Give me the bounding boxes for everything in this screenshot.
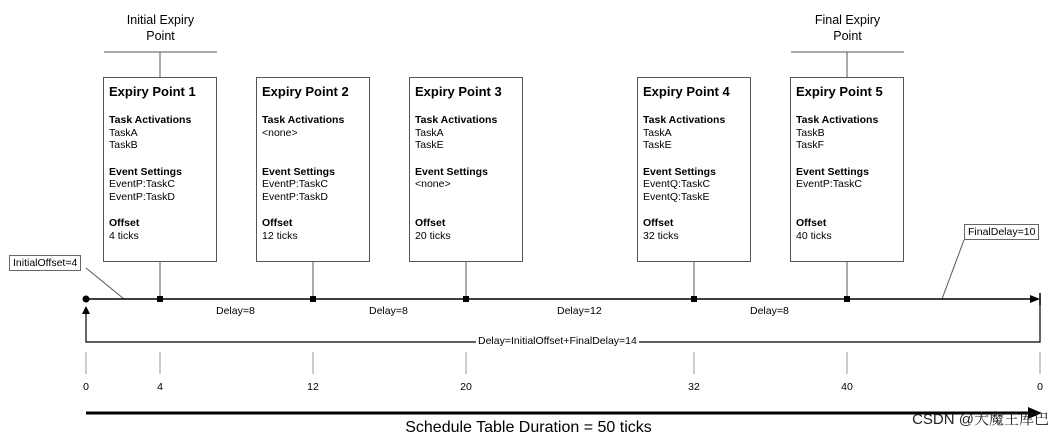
offset-section xyxy=(415,217,517,242)
section-item: TaskE xyxy=(643,139,672,151)
event-settings-section xyxy=(415,166,517,204)
final-note-line1: Final Expiry xyxy=(814,13,881,27)
tick-label: 0 xyxy=(83,381,89,393)
section-item: TaskB xyxy=(109,139,138,151)
section-heading: Task Activations xyxy=(643,114,726,126)
tick-label: 12 xyxy=(307,381,319,393)
section-heading: Offset xyxy=(415,217,446,229)
section-item: <none> xyxy=(262,126,298,139)
expiry-point-title: Expiry Point 1 xyxy=(109,84,196,99)
task-activations-section xyxy=(415,114,517,152)
schedule-duration-caption: Schedule Table Duration = 50 ticks xyxy=(405,419,652,436)
final-expiry-note xyxy=(791,12,904,44)
watermark: CSDN @大魔王库巴 xyxy=(912,411,1049,428)
section-item: EventQ:TaskC xyxy=(643,178,711,190)
section-item: TaskA xyxy=(109,126,138,139)
final-delay-label: FinalDelay=10 xyxy=(964,224,1039,240)
final-delay-leader xyxy=(942,240,964,299)
marker-ep5 xyxy=(844,296,850,302)
offset-section xyxy=(262,217,364,242)
task-activations-section xyxy=(796,114,898,152)
delay-label-4: Delay=8 xyxy=(750,305,789,317)
section-heading: Event Settings xyxy=(109,165,182,178)
expiry-point-2-box xyxy=(256,77,370,262)
task-activations-section xyxy=(109,114,211,152)
initial-note-line1: Initial Expiry xyxy=(126,13,195,27)
tick-label: 4 xyxy=(157,381,163,393)
section-item: 12 ticks xyxy=(262,229,298,242)
tick-label: 32 xyxy=(688,381,700,393)
expiry-point-3-box xyxy=(409,77,523,262)
tick-label: 40 xyxy=(841,381,853,393)
section-item: 4 ticks xyxy=(109,229,139,242)
expiry-point-title: Expiry Point 3 xyxy=(415,84,502,99)
section-item: EventP:TaskD xyxy=(109,190,175,203)
task-activations-section xyxy=(262,114,364,152)
section-item: EventP:TaskC xyxy=(109,178,175,190)
section-heading: Task Activations xyxy=(109,114,192,126)
expiry-point-1-box xyxy=(103,77,217,262)
section-item: EventQ:TaskE xyxy=(643,190,710,203)
section-item: EventP:TaskC xyxy=(262,178,328,190)
tick-label: 20 xyxy=(460,381,472,393)
expiry-point-title: Expiry Point 2 xyxy=(262,84,349,99)
section-heading: Task Activations xyxy=(796,114,879,126)
section-heading: Event Settings xyxy=(643,165,716,178)
marker-ep3 xyxy=(463,296,469,302)
final-note-line2: Point xyxy=(833,29,862,43)
section-item: TaskF xyxy=(796,139,825,151)
offset-section xyxy=(796,217,898,242)
event-settings-section xyxy=(643,166,745,204)
section-item: EventP:TaskD xyxy=(262,190,328,203)
delay-label-2: Delay=8 xyxy=(369,305,408,317)
start-marker xyxy=(83,296,90,303)
section-item: TaskA xyxy=(643,126,672,139)
initial-offset-leader xyxy=(86,268,124,299)
section-item: 32 ticks xyxy=(643,229,679,242)
offset-section xyxy=(109,217,211,242)
section-item: EventP:TaskC xyxy=(796,178,862,190)
initial-offset-label: InitialOffset=4 xyxy=(9,255,81,271)
timeline-arrowhead xyxy=(1030,295,1040,303)
tick-label: 0 xyxy=(1037,381,1043,393)
section-heading: Offset xyxy=(262,217,293,229)
section-heading: Offset xyxy=(643,217,674,229)
marker-ep4 xyxy=(691,296,697,302)
section-heading: Task Activations xyxy=(415,114,498,126)
section-spacer xyxy=(796,191,898,204)
section-spacer xyxy=(415,191,517,204)
section-heading: Task Activations xyxy=(262,114,345,126)
section-item: TaskB xyxy=(796,126,825,139)
expiry-point-5-box xyxy=(790,77,904,262)
section-heading: Event Settings xyxy=(796,165,869,178)
section-item: TaskA xyxy=(415,126,444,139)
section-item: 20 ticks xyxy=(415,229,451,242)
delay-label-3: Delay=12 xyxy=(557,305,602,317)
loop-back-arrowhead xyxy=(82,306,90,314)
section-item: TaskE xyxy=(415,139,444,151)
marker-ep2 xyxy=(310,296,316,302)
task-activations-section xyxy=(643,114,745,152)
event-settings-section xyxy=(109,166,211,204)
section-heading: Offset xyxy=(796,217,827,229)
event-settings-section xyxy=(796,166,898,204)
offset-section xyxy=(643,217,745,242)
initial-note-line2: Point xyxy=(146,29,175,43)
section-heading: Event Settings xyxy=(415,165,488,178)
event-settings-section xyxy=(262,166,364,204)
section-heading: Event Settings xyxy=(262,165,335,178)
section-spacer xyxy=(262,139,364,152)
section-heading: Offset xyxy=(109,217,140,229)
expiry-point-title: Expiry Point 4 xyxy=(643,84,730,99)
expiry-point-4-box xyxy=(637,77,751,262)
initial-expiry-note xyxy=(104,12,217,44)
section-item: 40 ticks xyxy=(796,229,832,242)
marker-ep1 xyxy=(157,296,163,302)
loop-delay-label: Delay=InitialOffset+FinalDelay=14 xyxy=(478,335,637,347)
expiry-point-title: Expiry Point 5 xyxy=(796,84,883,99)
delay-label-1: Delay=8 xyxy=(216,305,255,317)
section-item: <none> xyxy=(415,178,451,190)
